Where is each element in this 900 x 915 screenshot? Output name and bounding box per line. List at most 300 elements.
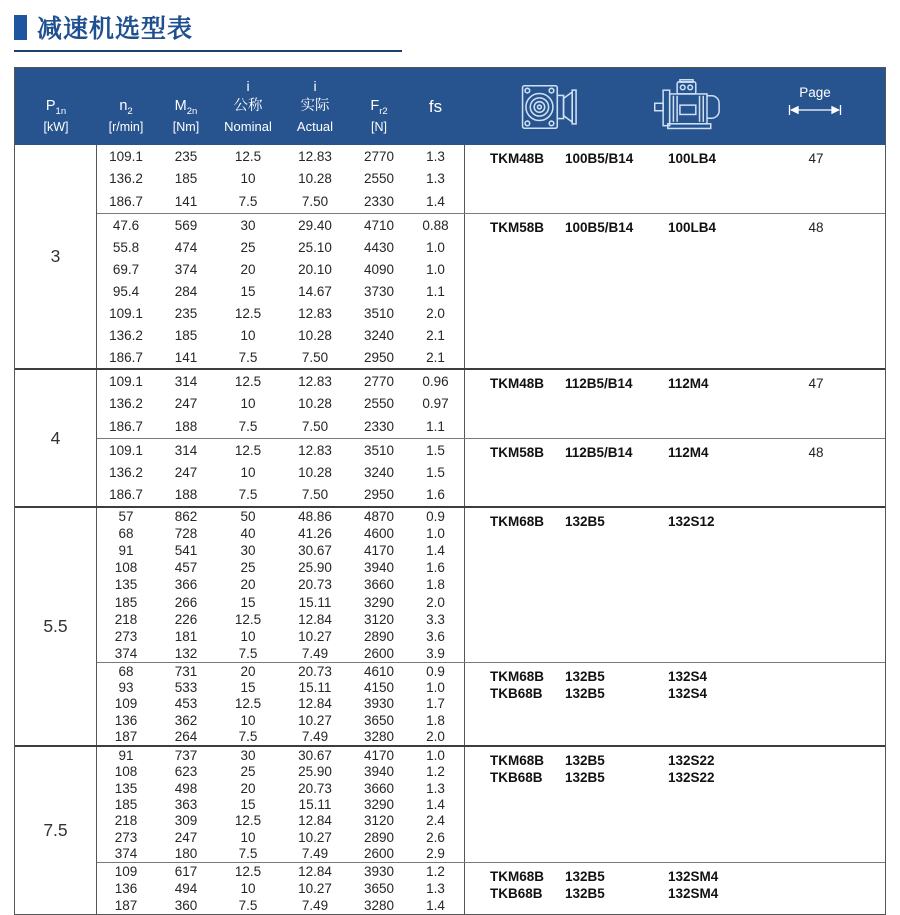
table-row <box>97 663 464 679</box>
power-block <box>15 745 885 914</box>
cell-n2: 186.7 <box>109 194 143 210</box>
cell-fr2: 3290 <box>363 796 395 812</box>
model-row <box>490 150 885 167</box>
table-row <box>97 525 464 542</box>
table-row <box>97 559 464 576</box>
gearbox-icon <box>521 80 581 134</box>
cell-i-nominal: 7.5 <box>238 729 258 745</box>
cell-i-nominal: 10 <box>240 628 256 644</box>
cell-n2: 136 <box>114 712 138 728</box>
cell-i-nominal: 10 <box>240 881 256 896</box>
cell-fs: 2.0 <box>426 594 445 610</box>
cell-m2n: 374 <box>174 261 198 277</box>
table-header <box>15 68 885 145</box>
cell-m2n: 180 <box>174 846 198 862</box>
cell-n2: 185 <box>114 796 138 812</box>
section <box>97 213 885 368</box>
cell-fr2: 4170 <box>363 747 395 763</box>
model-row <box>490 868 885 885</box>
cell-fr2: 3650 <box>363 712 395 728</box>
gearbox-model: TKB68B <box>490 886 543 901</box>
gearbox-model: TKM58B <box>490 220 545 235</box>
table-row <box>97 542 464 559</box>
cell-fs: 2.6 <box>426 829 445 845</box>
cell-fr2: 4170 <box>363 543 395 559</box>
cell-i-nominal: 7.5 <box>238 645 258 661</box>
col-header-fs <box>407 68 464 145</box>
model-area <box>464 439 885 506</box>
numeric-rows <box>97 370 464 438</box>
cell-n2: 109.1 <box>109 148 143 164</box>
cell-i-nominal: 25 <box>240 560 256 576</box>
cell-fr2: 3120 <box>363 611 395 627</box>
cell-fs: 1.0 <box>426 680 445 696</box>
table-row <box>97 370 464 393</box>
page-number <box>788 885 844 902</box>
cell-fs: 1.4 <box>426 898 445 913</box>
i-nominal-cn: 公称 <box>233 97 263 114</box>
cell-i-actual: 7.50 <box>301 194 329 210</box>
cell-fr2: 3660 <box>363 780 395 796</box>
cell-i-nominal: 7.5 <box>238 349 258 365</box>
cell-i-nominal: 10 <box>240 712 256 728</box>
cell-fs: 1.0 <box>426 747 445 763</box>
page-number: 48 <box>808 220 824 235</box>
cell-fs: 0.97 <box>422 396 449 412</box>
cell-m2n: 366 <box>174 577 198 593</box>
cell-i-nominal: 7.5 <box>238 419 258 435</box>
cell-n2: 47.6 <box>112 217 140 233</box>
motor-model: 132S22 <box>668 753 715 768</box>
sections <box>97 508 885 745</box>
motor-model: 132SM4 <box>668 886 719 901</box>
numeric-rows <box>97 747 464 862</box>
n2-unit: [r/min] <box>108 119 144 134</box>
cell-m2n: 188 <box>174 419 198 435</box>
cell-fs: 3.3 <box>426 611 445 627</box>
cell-m2n: 314 <box>174 373 198 389</box>
model-area <box>464 863 885 914</box>
cell-fs: 1.0 <box>426 261 445 277</box>
cell-fs: 1.1 <box>426 283 445 299</box>
cell-i-actual: 20.73 <box>298 577 332 593</box>
section <box>97 508 885 662</box>
cell-i-actual: 30.67 <box>298 747 332 763</box>
cell-i-actual: 25.10 <box>298 239 332 255</box>
cell-fr2: 3930 <box>363 696 395 712</box>
page-number <box>788 513 844 530</box>
cell-m2n: 453 <box>174 696 198 712</box>
cell-i-actual: 10.27 <box>298 829 332 845</box>
cell-fr2: 2950 <box>363 487 395 503</box>
cell-fr2: 4090 <box>363 261 395 277</box>
i-nominal-en: Nominal <box>224 118 272 134</box>
motor-model: 132S22 <box>668 770 715 785</box>
cell-i-actual: 7.50 <box>301 419 329 435</box>
table-row <box>97 393 464 416</box>
cell-i-actual: 12.83 <box>298 373 332 389</box>
table-row <box>97 576 464 593</box>
section <box>97 862 885 914</box>
cell-fs: 2.4 <box>426 813 445 829</box>
cell-fr2: 4600 <box>363 526 395 542</box>
cell-i-nominal: 25 <box>240 239 256 255</box>
cell-fr2: 3280 <box>363 898 395 913</box>
cell-fs: 2.1 <box>426 349 445 365</box>
cell-n2: 109.1 <box>109 442 143 458</box>
model-row <box>490 769 885 786</box>
cell-i-actual: 15.11 <box>298 594 332 610</box>
gearbox-model: TKM48B <box>490 151 545 166</box>
cell-n2: 109.1 <box>109 305 143 321</box>
cell-i-actual: 12.84 <box>298 696 332 712</box>
cell-fs: 1.8 <box>426 577 445 593</box>
motor-flange-model: 132B5 <box>565 770 605 785</box>
cell-n2: 186.7 <box>109 419 143 435</box>
cell-n2: 69.7 <box>112 261 140 277</box>
table-row <box>97 236 464 258</box>
cell-n2: 55.8 <box>112 239 140 255</box>
cell-n2: 136.2 <box>109 464 143 480</box>
cell-m2n: 862 <box>174 509 198 525</box>
cell-i-nominal: 7.5 <box>238 194 258 210</box>
cell-n2: 91 <box>118 543 134 559</box>
motor-model: 132S4 <box>668 686 708 701</box>
cell-m2n: 569 <box>174 217 198 233</box>
cell-fs: 1.0 <box>426 526 445 542</box>
power-value: 7.5 <box>15 747 97 914</box>
cell-fr2: 3240 <box>363 464 395 480</box>
cell-m2n: 235 <box>174 148 198 164</box>
cell-i-nominal: 10 <box>240 171 256 187</box>
cell-i-nominal: 12.5 <box>234 148 262 164</box>
cell-i-nominal: 20 <box>240 780 256 796</box>
page-number <box>788 685 844 702</box>
cell-fr2: 4610 <box>363 663 395 679</box>
cell-m2n: 533 <box>174 680 198 696</box>
cell-n2: 135 <box>114 780 138 796</box>
cell-fs: 1.3 <box>426 171 445 187</box>
table-row <box>97 594 464 611</box>
cell-fs: 1.6 <box>426 560 445 576</box>
col-header-i-actual <box>279 68 351 145</box>
table-row <box>97 214 464 236</box>
cell-m2n: 185 <box>174 171 198 187</box>
gearbox-model: TKB68B <box>490 686 543 701</box>
cell-n2: 95.4 <box>112 283 140 299</box>
model-area <box>464 214 885 368</box>
cell-fr2: 2890 <box>363 628 395 644</box>
page-number <box>788 752 844 769</box>
cell-fs: 0.96 <box>422 373 449 389</box>
cell-i-actual: 7.50 <box>301 349 329 365</box>
cell-n2: 91 <box>118 747 134 763</box>
cell-i-actual: 10.28 <box>298 396 332 412</box>
cell-fs: 1.1 <box>426 419 445 435</box>
cell-fs: 1.3 <box>426 148 445 164</box>
cell-m2n: 363 <box>174 796 198 812</box>
cell-n2: 186.7 <box>109 349 143 365</box>
cell-i-actual: 10.27 <box>298 628 332 644</box>
model-row <box>490 219 885 236</box>
page-number <box>788 769 844 786</box>
col-header-m2n: $M_{2n}$ [Nm] <box>155 68 217 145</box>
cell-fr2: 2890 <box>363 829 395 845</box>
title-bullet-icon <box>14 15 27 40</box>
cell-m2n: 498 <box>174 780 198 796</box>
section <box>97 438 885 506</box>
table-row <box>97 880 464 897</box>
motor-flange-model: 100B5/B14 <box>565 220 634 235</box>
cell-i-nominal: 12.5 <box>234 696 262 712</box>
cell-n2: 136.2 <box>109 396 143 412</box>
power-value: 5.5 <box>15 508 97 745</box>
model-column-headers <box>464 68 885 145</box>
cell-i-actual: 7.49 <box>301 846 329 862</box>
table-row <box>97 415 464 438</box>
motor-flange-model: 100B5/B14 <box>565 151 634 166</box>
cell-m2n: 541 <box>174 543 198 559</box>
gearbox-model: TKM68B <box>490 869 545 884</box>
model-row <box>490 513 885 530</box>
col-header-p1n: $P_{1n}$ [kW] <box>15 68 97 145</box>
cell-n2: 136 <box>114 881 138 896</box>
table-body <box>15 145 885 914</box>
model-area <box>464 145 885 213</box>
cell-n2: 273 <box>114 628 138 644</box>
cell-n2: 186.7 <box>109 487 143 503</box>
cell-fs: 1.4 <box>426 194 445 210</box>
col-header-n2: $n_2$ [r/min] <box>97 68 155 145</box>
cell-i-actual: 10.27 <box>298 712 332 728</box>
motor-model: 100LB4 <box>668 220 717 235</box>
title-underline <box>14 50 402 52</box>
cell-n2: 135 <box>114 577 138 593</box>
p1n-unit: [kW] <box>43 119 69 134</box>
table-row <box>97 346 464 368</box>
sections <box>97 145 885 368</box>
cell-n2: 109 <box>114 864 138 879</box>
cell-n2: 68 <box>118 663 134 679</box>
cell-i-actual: 12.83 <box>298 148 332 164</box>
cell-i-actual: 20.73 <box>298 663 332 679</box>
motor-model: 112M4 <box>668 376 709 391</box>
cell-i-actual: 12.83 <box>298 305 332 321</box>
numeric-column-headers <box>15 68 464 145</box>
cell-i-actual: 15.11 <box>298 796 332 812</box>
numeric-rows <box>97 863 464 914</box>
cell-m2n: 226 <box>174 611 198 627</box>
cell-i-actual: 10.28 <box>298 464 332 480</box>
cell-fs: 1.8 <box>426 712 445 728</box>
cell-i-actual: 41.26 <box>298 526 332 542</box>
motor-flange-model: 132B5 <box>565 686 605 701</box>
cell-fr2: 3510 <box>363 442 395 458</box>
motor-model: 132S12 <box>668 514 715 529</box>
section <box>97 370 885 438</box>
cell-m2n: 235 <box>174 305 198 321</box>
cell-n2: 68 <box>118 526 134 542</box>
cell-i-actual: 10.28 <box>298 171 332 187</box>
cell-m2n: 264 <box>174 729 198 745</box>
i-symbol: i <box>313 77 317 94</box>
cell-m2n: 247 <box>174 396 198 412</box>
cell-fs: 1.6 <box>426 487 445 503</box>
table-row <box>97 484 464 506</box>
table-row <box>97 628 464 645</box>
cell-m2n: 188 <box>174 487 198 503</box>
cell-i-actual: 14.67 <box>298 283 332 299</box>
model-row <box>490 885 885 902</box>
cell-i-nominal: 10 <box>240 327 256 343</box>
numeric-rows <box>97 214 464 368</box>
cell-i-nominal: 7.5 <box>238 898 258 913</box>
motor-flange-model: 132B5 <box>565 886 605 901</box>
cell-m2n: 185 <box>174 327 198 343</box>
cell-i-actual: 25.90 <box>298 764 332 780</box>
page-number: 47 <box>808 376 824 391</box>
cell-i-nominal: 10 <box>240 464 256 480</box>
table-row <box>97 190 464 213</box>
cell-i-actual: 20.10 <box>298 261 332 277</box>
model-area <box>464 370 885 438</box>
page-number: 47 <box>808 151 824 166</box>
table-row <box>97 461 464 483</box>
cell-i-nominal: 12.5 <box>234 305 262 321</box>
cell-i-nominal: 50 <box>240 509 256 525</box>
section <box>97 747 885 862</box>
model-row <box>490 668 885 685</box>
numeric-rows <box>97 439 464 506</box>
cell-fs: 2.1 <box>426 327 445 343</box>
cell-fr2: 3240 <box>363 327 395 343</box>
cell-i-actual: 29.40 <box>298 217 332 233</box>
cell-i-actual: 48.86 <box>298 509 332 525</box>
cell-m2n: 247 <box>174 464 198 480</box>
cell-m2n: 457 <box>174 560 198 576</box>
cell-n2: 57 <box>118 509 134 525</box>
cell-i-actual: 12.83 <box>298 442 332 458</box>
cell-i-actual: 15.11 <box>298 680 332 696</box>
cell-i-nominal: 25 <box>240 764 256 780</box>
cell-fr2: 3660 <box>363 577 395 593</box>
cell-i-nominal: 7.5 <box>238 846 258 862</box>
cell-m2n: 309 <box>174 813 198 829</box>
section <box>97 145 885 213</box>
cell-fs: 1.2 <box>426 864 445 879</box>
cell-n2: 218 <box>114 813 138 829</box>
cell-fr2: 4430 <box>363 239 395 255</box>
model-row <box>490 752 885 769</box>
table-row <box>97 780 464 796</box>
cell-fs: 2.0 <box>426 729 445 745</box>
power-value: 3 <box>15 145 97 368</box>
gearbox-model: TKM68B <box>490 753 545 768</box>
cell-fr2: 3730 <box>363 283 395 299</box>
cell-fr2: 3280 <box>363 729 395 745</box>
cell-n2: 93 <box>118 680 134 696</box>
cell-n2: 273 <box>114 829 138 845</box>
cell-i-nominal: 15 <box>240 796 256 812</box>
cell-i-nominal: 30 <box>240 543 256 559</box>
sections <box>97 747 885 914</box>
cell-i-actual: 12.84 <box>298 864 332 879</box>
cell-fr2: 2330 <box>363 194 395 210</box>
cell-i-nominal: 30 <box>240 217 256 233</box>
motor-model: 100LB4 <box>668 151 717 166</box>
cell-fs: 1.2 <box>426 764 445 780</box>
cell-n2: 374 <box>114 645 138 661</box>
gearbox-model: TKB68B <box>490 770 543 785</box>
cell-i-actual: 7.49 <box>301 645 329 661</box>
table-row <box>97 729 464 745</box>
cell-i-nominal: 7.5 <box>238 487 258 503</box>
col-header-fr2: $F_{r2}$ [N] <box>351 68 407 145</box>
cell-i-nominal: 12.5 <box>234 864 262 879</box>
cell-m2n: 623 <box>174 764 198 780</box>
cell-m2n: 731 <box>174 663 198 679</box>
cell-fr2: 2550 <box>363 171 395 187</box>
cell-m2n: 266 <box>174 594 198 610</box>
motor-flange-model: 112B5/B14 <box>565 376 633 391</box>
table-row <box>97 679 464 695</box>
cell-fr2: 3940 <box>363 764 395 780</box>
cell-m2n: 284 <box>174 283 198 299</box>
cell-i-nominal: 10 <box>240 396 256 412</box>
motor-model: 132SM4 <box>668 869 719 884</box>
cell-i-nominal: 20 <box>240 261 256 277</box>
cell-m2n: 132 <box>174 645 198 661</box>
table-row <box>97 302 464 324</box>
cell-i-nominal: 40 <box>240 526 256 542</box>
fs-label: fs <box>428 97 443 116</box>
cell-i-nominal: 20 <box>240 577 256 593</box>
model-area <box>464 508 885 662</box>
cell-m2n: 141 <box>174 349 198 365</box>
gearbox-model: TKM48B <box>490 376 545 391</box>
cell-i-nominal: 12.5 <box>234 611 262 627</box>
table-row <box>97 897 464 914</box>
page-number <box>788 868 844 885</box>
table-row <box>97 439 464 461</box>
i-symbol: i <box>246 77 250 94</box>
cell-fr2: 2950 <box>363 349 395 365</box>
gearbox-model: TKM68B <box>490 669 545 684</box>
table-row <box>97 258 464 280</box>
cell-fs: 1.7 <box>426 696 445 712</box>
cell-fs: 1.3 <box>426 881 445 896</box>
cell-i-nominal: 20 <box>240 663 256 679</box>
motor-icon <box>653 79 733 135</box>
cell-i-actual: 7.49 <box>301 898 329 913</box>
cell-m2n: 494 <box>174 881 198 896</box>
motor-flange-model: 112B5/B14 <box>565 445 633 460</box>
cell-fs: 0.9 <box>426 663 445 679</box>
col-header-i-nominal <box>217 68 279 145</box>
numeric-rows <box>97 508 464 662</box>
cell-m2n: 362 <box>174 712 198 728</box>
model-row <box>490 685 885 702</box>
table-row <box>97 508 464 525</box>
cell-fs: 2.0 <box>426 305 445 321</box>
selection-table <box>14 67 886 915</box>
power-value: 4 <box>15 370 97 506</box>
cell-fs: 3.9 <box>426 645 445 661</box>
cell-i-actual: 7.50 <box>301 487 329 503</box>
cell-fr2: 2330 <box>363 419 395 435</box>
cell-fs: 0.9 <box>426 509 445 525</box>
cell-fr2: 4710 <box>363 217 395 233</box>
